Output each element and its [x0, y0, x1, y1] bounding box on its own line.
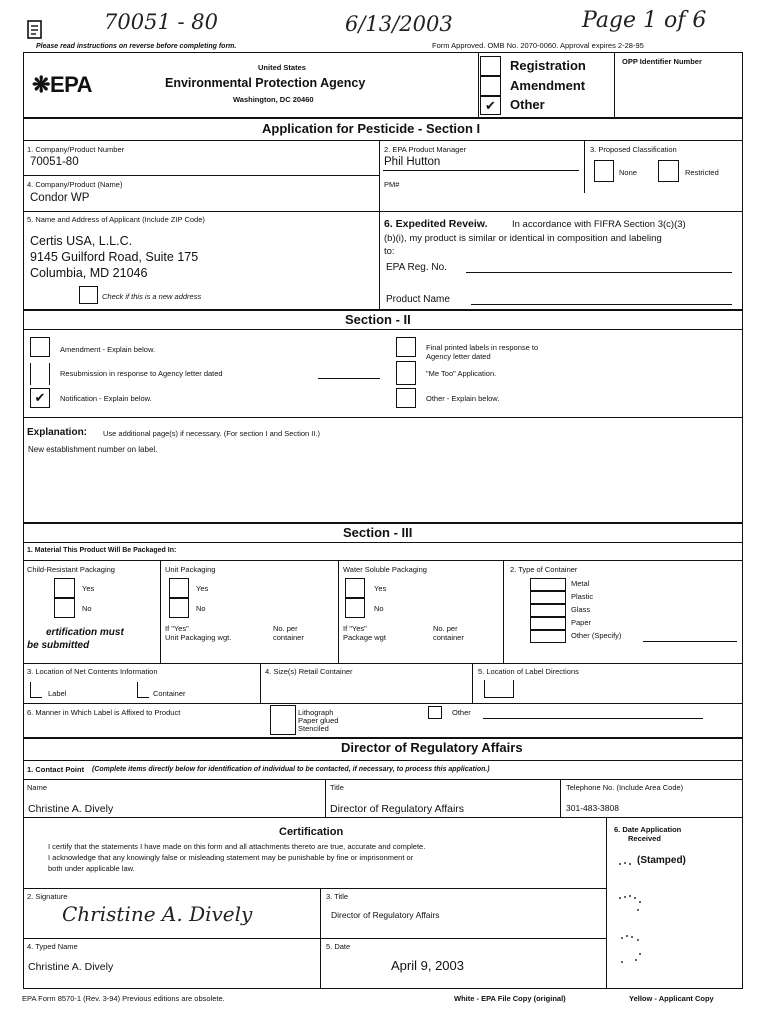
- water-soluble-label: Water Soluble Packaging: [343, 565, 427, 574]
- water-soluble-no-checkbox[interactable]: [345, 598, 365, 618]
- opp-identifier-label: OPP Identifier Number: [622, 57, 702, 66]
- other-checkbox[interactable]: ✔: [480, 96, 501, 115]
- contact-title-label: Title: [330, 783, 344, 792]
- container-metal-label: Metal: [571, 579, 590, 588]
- unit-packaging-yes-label: Yes: [196, 584, 209, 593]
- container-metal-checkbox[interactable]: [530, 578, 566, 591]
- container-other-field[interactable]: [643, 641, 737, 642]
- container-glass-label: Glass: [571, 605, 591, 614]
- telephone-value: 301-483-3808: [566, 803, 619, 813]
- date-received-label-3: (Stamped): [637, 855, 686, 866]
- container-other-label: Other (Specify): [571, 631, 622, 640]
- material-label: 1. Material This Product Will Be Packaged In:: [27, 547, 177, 554]
- water-soluble-no-label: No: [374, 604, 384, 613]
- product-name2-label: Product Name: [386, 294, 450, 305]
- agency-name: Environmental Protection Agency: [165, 76, 366, 90]
- contact-point-hint: (Complete items directly below for identification of individual to be contacted, if necessary, to process this application.): [92, 766, 490, 773]
- net-label-label: Label: [48, 689, 67, 698]
- water-soluble-yes-label: Yes: [374, 584, 387, 593]
- form-number: EPA Form 8570-1 (Rev. 3-94) Previous editions are obsolete.: [22, 994, 225, 1003]
- type-container-label: 2. Type of Container: [510, 565, 578, 574]
- agency-line1: United States: [258, 63, 306, 72]
- manner-stenciled-label: Stenciled: [298, 724, 329, 733]
- contact-title-value: Director of Regulatory Affairs: [330, 803, 465, 815]
- typed-name-value: Christine A. Dively: [28, 961, 114, 973]
- epa-reg-no-label: EPA Reg. No.: [386, 262, 447, 273]
- telephone-label: Telephone No. (Include Area Code): [566, 783, 684, 792]
- unit-packaging-yes-checkbox[interactable]: [169, 578, 189, 598]
- applicant-line2: 9145 Guilford Road, Suite 175: [30, 250, 199, 264]
- applicant-line1: Certis USA, L.L.C.: [30, 234, 133, 248]
- section-3-title: Section - III: [343, 525, 413, 540]
- handwritten-page: Page 1 of 6: [582, 8, 707, 33]
- resubmission-date-field[interactable]: [318, 378, 380, 379]
- manner-affixed-label: 6. Manner in Which Label is Affixed to Product: [27, 708, 181, 717]
- classification-restricted-label: Restricted: [685, 168, 719, 177]
- child-resistant-yes-label: Yes: [82, 584, 95, 593]
- container-other-checkbox[interactable]: [530, 630, 566, 643]
- explanation-label: Explanation:: [27, 427, 88, 438]
- unit-no-per-label: No. per: [273, 624, 298, 633]
- section-2-title: Section - II: [345, 312, 411, 327]
- applicant-line3: Columbia, MD 21046: [30, 266, 148, 280]
- manner-other-field[interactable]: [483, 718, 703, 719]
- company-number-value: 70051-80: [30, 156, 79, 168]
- epa-reg-no-field[interactable]: [466, 272, 732, 273]
- unit-packaging-label: Unit Packaging: [165, 565, 216, 574]
- container-paper-checkbox[interactable]: [530, 617, 566, 630]
- me-too-checkbox[interactable]: [396, 361, 416, 385]
- handwritten-product-number: 70051 - 80: [104, 10, 218, 34]
- manner-lithograph-label: Lithograph: [298, 708, 334, 717]
- certification-note-2: be submitted: [27, 640, 90, 651]
- white-copy-note: White - EPA File Copy (original): [454, 994, 566, 1003]
- notification-label: Notification - Explain below.: [60, 394, 152, 403]
- product-manager-value: Phil Hutton: [384, 156, 441, 168]
- expedited-review-text3: to:: [384, 246, 395, 257]
- resubmission-label: Resubmission in response to Agency letter dated: [60, 369, 223, 378]
- certification-text-2: I acknowledge that any knowingly false or misleading statement may be punishable by fine or imprisonment or: [48, 853, 414, 862]
- unit-packaging-no-checkbox[interactable]: [169, 598, 189, 618]
- registration-label: Registration: [510, 58, 586, 73]
- container-paper-label: Paper: [571, 618, 592, 627]
- child-resistant-yes-checkbox[interactable]: [54, 578, 75, 598]
- manner-other-checkbox[interactable]: [428, 706, 442, 719]
- container-glass-checkbox[interactable]: [530, 604, 566, 617]
- contact-point-label: 1. Contact Point: [27, 765, 85, 774]
- section-4-title: Director of Regulatory Affairs: [341, 740, 523, 755]
- unit-if-yes-label: If "Yes": [165, 624, 189, 633]
- explanation-hint: Use additional page(s) if necessary. (For section I and Section II.): [103, 429, 321, 438]
- final-labels-label2: Agency letter dated: [426, 352, 491, 361]
- child-resistant-label: Child-Resistant Packaging: [27, 565, 115, 574]
- signature-label: 2. Signature: [27, 892, 68, 901]
- certification-text-3: both under applicable law.: [48, 864, 135, 873]
- child-resistant-no-label: No: [82, 604, 92, 613]
- applicant-label: 5. Name and Address of Applicant (Include ZIP Code): [27, 215, 205, 224]
- company-number-label: 1. Company/Product Number: [27, 145, 125, 154]
- amendment-checkbox[interactable]: [480, 76, 501, 96]
- label-directions-label: 5. Location of Label Directions: [478, 667, 579, 676]
- other-explain-checkbox[interactable]: [396, 388, 416, 408]
- certification-text-1: I certify that the statements I have made on this form and all attachments thereto are true, accurate and complete.: [48, 842, 426, 851]
- expedited-review-text2: (b)(i), my product is similar or identical in composition and labeling: [384, 233, 662, 244]
- certification-title: Certification: [279, 826, 344, 838]
- label-directions-checkbox[interactable]: [484, 680, 514, 698]
- water-package-wgt-label: Package wgt: [343, 633, 386, 642]
- certification-note-1: ertification must: [46, 627, 124, 638]
- classification-restricted-checkbox[interactable]: [658, 160, 679, 182]
- water-if-yes-label: If "Yes": [343, 624, 367, 633]
- signature[interactable]: Christine A. Dively: [62, 902, 253, 926]
- resubmission-checkbox[interactable]: [30, 363, 50, 385]
- other-label: Other: [510, 97, 545, 112]
- unit-container-label: container: [273, 633, 304, 642]
- net-label-checkbox[interactable]: [30, 682, 42, 698]
- contact-name-value: Christine A. Dively: [28, 803, 114, 815]
- size-retail-label: 4. Size(s) Retail Container: [265, 667, 353, 676]
- omb-approval: Form Approved. OMB No. 2070-0060. Approval expires 2-28-95: [432, 41, 644, 50]
- water-soluble-yes-checkbox[interactable]: [345, 578, 365, 598]
- proposed-classification-label: 3. Proposed Classification: [590, 145, 677, 154]
- yellow-copy-note: Yellow - Applicant Copy: [629, 994, 714, 1003]
- date-received-label-2: Received: [628, 834, 661, 843]
- title3-value: Director of Regulatory Affairs: [331, 910, 440, 920]
- epa-logo-icon: ❋: [32, 72, 50, 97]
- document-icon: [27, 20, 43, 40]
- registration-checkbox[interactable]: [480, 56, 501, 76]
- container-plastic-label: Plastic: [571, 592, 594, 601]
- stamp-dots: [616, 850, 666, 970]
- date-label: 5. Date: [326, 942, 351, 951]
- agency-address: Washington, DC 20460: [233, 95, 314, 104]
- child-resistant-no-checkbox[interactable]: [54, 598, 75, 618]
- other-explain-label: Other - Explain below.: [426, 394, 500, 403]
- net-container-checkbox[interactable]: [137, 682, 149, 698]
- date-received-label-1: 6. Date Application: [614, 825, 682, 834]
- unit-packaging-no-label: No: [196, 604, 206, 613]
- manner-paper-label: Paper glued: [298, 716, 339, 725]
- amendment-explain-label: Amendment - Explain below.: [60, 345, 156, 354]
- contact-name-label: Name: [27, 783, 48, 792]
- product-manager-label: 2. EPA Product Manager: [384, 145, 466, 154]
- handwritten-date: 6/13/2003: [345, 12, 453, 36]
- product-name2-field[interactable]: [471, 304, 732, 305]
- epa-logo: ❋EPA: [32, 72, 93, 97]
- final-labels-label1: Final printed labels in response to: [426, 343, 539, 352]
- me-too-label: "Me Too" Application.: [426, 369, 497, 378]
- net-container-label: Container: [153, 689, 186, 698]
- typed-name-label: 4. Typed Name: [27, 942, 78, 951]
- manner-checkbox[interactable]: [270, 705, 296, 735]
- container-plastic-checkbox[interactable]: [530, 591, 566, 604]
- product-name-value: Condor WP: [30, 192, 90, 204]
- instructions-note: Please read instructions on reverse before completing form.: [36, 43, 237, 50]
- amendment-explain-checkbox[interactable]: [30, 337, 50, 357]
- new-address-checkbox[interactable]: [79, 286, 98, 304]
- final-labels-checkbox[interactable]: [396, 337, 416, 357]
- date-value: April 9, 2003: [391, 958, 464, 973]
- unit-wgt-label: Unit Packaging wgt.: [165, 633, 232, 642]
- classification-none-checkbox[interactable]: [594, 160, 614, 182]
- new-address-label: Check if this is a new address: [102, 292, 202, 301]
- water-no-per-label: No. per: [433, 624, 458, 633]
- classification-none-label: None: [619, 168, 637, 177]
- notification-checkbox[interactable]: ✔: [30, 388, 50, 408]
- net-contents-label: 3. Location of Net Contents Information: [27, 667, 158, 676]
- water-container-label: container: [433, 633, 464, 642]
- amendment-label: Amendment: [510, 78, 586, 93]
- manner-other-label: Other: [452, 708, 471, 717]
- explanation-text[interactable]: New establishment number on label.: [28, 445, 158, 454]
- section-1-title: Application for Pesticide - Section I: [262, 121, 481, 136]
- title3-label: 3. Title: [326, 892, 349, 901]
- expedited-review-text1: In accordance with FIFRA Section 3(c)(3): [512, 219, 686, 230]
- pm-number-label: PM#: [384, 180, 400, 189]
- product-name-label: 4. Company/Product (Name): [27, 180, 123, 189]
- expedited-review-title: 6. Expedited Reveiw.: [384, 218, 488, 230]
